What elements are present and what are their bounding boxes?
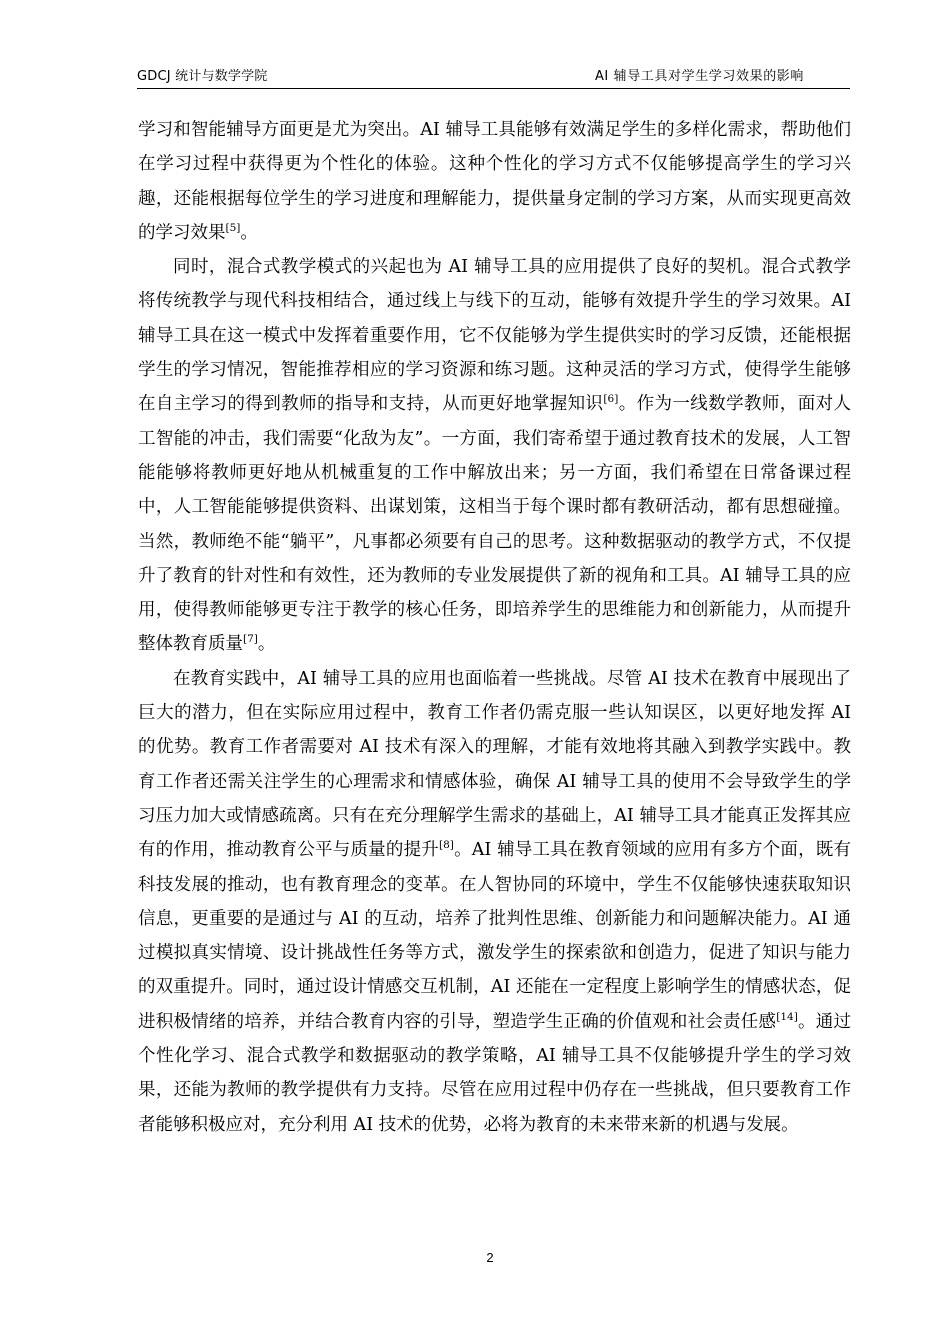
citation: [5] [225, 221, 241, 234]
citation: [8] [439, 839, 454, 852]
paragraph-text: 。作为一线数学教师，面对人工智能的冲击，我们需要“化敌为友”。一方面，我们寄希望于通过教育技术的发展，人工智能能够将教师更好地从机械重复的工作中解放出来；另一方面，我们希望在日常备课过程中，人工智能能够提供资料、出谋划策，这相当于每个课时都有教研活动，都有思想碰撞。当然，教师绝不能“躺平”，凡事都必须要有自己的思考。这种数据驱动的教学方式，不仅提升了教育的针对性和有效性，还为教师的专业发展提供了新的视角和工具。AI 辅导工具的应用，使得教师能够更专注于教学的核心任务，即培养学生的思维能力和创新能力，从而提升整体教育质量 [138, 394, 852, 655]
paragraph-2 [138, 250, 851, 662]
body-text [138, 113, 851, 1142]
citation: [14] [776, 1010, 798, 1023]
paragraph-text: 。AI 辅导工具在教育领域的应用有多方个面，既有科技发展的推动，也有教育理念的变革。在人智协同的环境中，学生不仅能够快速获取知识信息，更重要的是通过与 AI 的互动，培养了批判性思维、创新能力和问题解决能力。AI 通过模拟真实情境、设计挑战性任务等方式，激发学生的探索欲和创造力，促进了知识与能力的双重提升。同时，通过设计情感交互机制，AI 还能在一定程度上影响学生的情感状态，促进积极情绪的培养，并结合教育内容的引导，塑造学生正确的价值观和社会责任感 [138, 840, 851, 1032]
paragraph-text: 。 [240, 222, 258, 243]
paragraph-1 [138, 113, 851, 250]
header-title: AI 辅导工具对学生学习效果的影响 [594, 69, 804, 84]
header-institution: GDCJ 统计与数学学院 [137, 69, 268, 84]
paragraph-text: 。 [257, 634, 276, 655]
paragraph-text: 在教育实践中，AI 辅导工具的应用也面临着一些挑战。尽管 AI 技术在教育中展现出了巨大的潜力，但在实际应用过程中，教育工作者仍需克服一些认知误区，以更好地发挥 AI 的优势。教育工作者需要对 AI 技术有深入的理解，才能有效地将其融入到教学实践中。教育工作者还需关注学生的心理需求和情感体验，确保 AI 辅导工具的使用不会导致学生的学习压力加大或情感疏离。只有在充分理解学生需求的基础上，AI 辅导工具才能真正发挥其应有的作用，推动教育公平与质量的提升 [138, 668, 851, 861]
paragraph-text: 。通过个性化学习、混合式教学和数据驱动的教学策略，AI 辅导工具不仅能够提升学生的学习效果，还能为教师的教学提供有力支持。尽管在应用过程中仍存在一些挑战，但只要教育工作者能够积极应对，充分利用 AI 技术的优势，必将为教育的未来带来新的机遇与发展。 [138, 1011, 852, 1135]
paragraph-3 [138, 662, 851, 1142]
citation: [7] [243, 633, 258, 646]
paragraph-text: 学习和智能辅导方面更是尤为突出。AI 辅导工具能够有效满足学生的多样化需求，帮助他们在学习过程中获得更为个性化的体验。这种个性化的学习方式不仅能够提高学生的学习兴趣，还能根据每位学生的学习进度和理解能力，提供量身定制的学习方案，从而实现更高效的学习效果 [138, 120, 851, 243]
page-number: 2 [486, 1250, 494, 1265]
paragraph-text: 同时，混合式教学模式的兴起也为 AI 辅导工具的应用提供了良好的契机。混合式教学将传统教学与现代科技相结合，通过线上与线下的互动，能够有效提升学生的学习效果。AI 辅导工具在这一模式中发挥着重要作用，它不仅能够为学生提供实时的学习反馈，还能根据学生的学习情况，智能推荐相应的学习资源和练习题。这种灵活的学习方式，使得学生能够在自主学习的得到教师的指导和支持，从而更好地掌握知识 [138, 257, 851, 415]
page-header [137, 68, 850, 89]
citation: [6] [603, 393, 619, 406]
